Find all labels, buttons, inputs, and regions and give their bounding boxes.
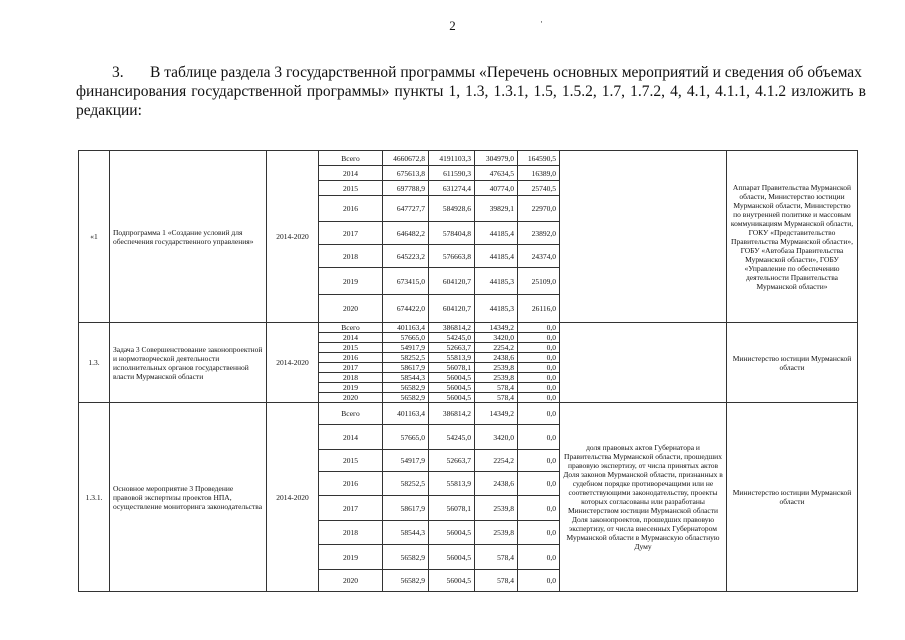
total-cell: 4660672,8	[383, 151, 429, 166]
federal-cell: 44185,3	[475, 295, 518, 323]
federal-cell: 44185,3	[475, 268, 518, 295]
period-cell: 2014-2020	[267, 323, 319, 403]
year-cell: 2014	[319, 166, 383, 181]
other-cell: 0,0	[518, 450, 560, 472]
executor-cell: Аппарат Правительства Мурманской области, Министерство юстиции Мурманской области, Министерство по внутренней политике и массовым коммуникациям Мурманской области, ГОКУ «Представительство Правительства Мурманской области», ГОБУ «Автобаза Правительства Мурманской области», ГОБУ «Управление по обеспечению деятельности Правительства Мурманской области»	[727, 151, 858, 323]
other-cell: 0,0	[518, 373, 560, 383]
federal-cell: 3420,0	[475, 333, 518, 343]
total-cell: 58617,9	[383, 496, 429, 521]
item-number: 3.	[112, 64, 124, 81]
other-cell: 24374,0	[518, 245, 560, 268]
measure-name-cell: Задача 3 Совершенствование законопроектной и нормотворческой деятельности исполнительных органов государственной власти Мурманской области	[110, 323, 267, 403]
other-cell: 0,0	[518, 353, 560, 363]
measure-name-cell: Основное мероприятие 3 Проведение правовой экспертизы проектов НПА, осуществление мониторинга законодательства	[110, 403, 267, 592]
federal-cell: 3420,0	[475, 425, 518, 450]
total-cell: 57665,0	[383, 333, 429, 343]
scan-dot: ·	[540, 17, 543, 27]
federal-cell: 578,4	[475, 393, 518, 403]
indicator-cell	[560, 151, 727, 323]
year-cell: Всего	[319, 403, 383, 425]
other-cell: 0,0	[518, 343, 560, 353]
regional-cell: 386814,2	[429, 323, 475, 333]
regional-cell: 52663,7	[429, 450, 475, 472]
indicator-cell: доля правовых актов Губернатора и Правительства Мурманской области, прошедших правовую экспертизу, от числа принятых актов Доля законов Мурманской области, признанных в судебном порядке противоречащими или не соответствующими законодательству, проекты которых согласованы или разработаны Министерством юстиции Мурманской области Доля законопроектов, прошедших правовую экспертизу, от числа внесенных Губернатором Мурманской области в Мурманскую областную Думу	[560, 403, 727, 592]
year-cell: 2015	[319, 450, 383, 472]
federal-cell: 578,4	[475, 570, 518, 592]
federal-cell: 40774,0	[475, 181, 518, 196]
intro-paragraph	[76, 63, 866, 120]
total-cell: 57665,0	[383, 425, 429, 450]
regional-cell: 52663,7	[429, 343, 475, 353]
year-cell: 2015	[319, 181, 383, 196]
total-cell: 56582,9	[383, 393, 429, 403]
federal-cell: 2539,8	[475, 363, 518, 373]
federal-cell: 304979,0	[475, 151, 518, 166]
total-cell: 645223,2	[383, 245, 429, 268]
year-cell: 2017	[319, 363, 383, 373]
total-cell: 58617,9	[383, 363, 429, 373]
regional-cell: 55813,9	[429, 472, 475, 496]
other-cell: 164590,5	[518, 151, 560, 166]
other-cell: 0,0	[518, 425, 560, 450]
total-cell: 54917,9	[383, 343, 429, 353]
regional-cell: 578404,8	[429, 222, 475, 245]
other-cell: 0,0	[518, 333, 560, 343]
year-cell: 2018	[319, 373, 383, 383]
federal-cell: 2254,2	[475, 450, 518, 472]
federal-cell: 14349,2	[475, 403, 518, 425]
regional-cell: 386814,2	[429, 403, 475, 425]
other-cell: 0,0	[518, 545, 560, 570]
regional-cell: 55813,9	[429, 353, 475, 363]
year-cell: 2020	[319, 570, 383, 592]
other-cell: 23892,0	[518, 222, 560, 245]
total-cell: 675613,8	[383, 166, 429, 181]
federal-cell: 2539,8	[475, 521, 518, 545]
federal-cell: 44185,4	[475, 245, 518, 268]
regional-cell: 4191103,3	[429, 151, 475, 166]
regional-cell: 56004,5	[429, 545, 475, 570]
total-cell: 401163,4	[383, 403, 429, 425]
total-cell: 673415,0	[383, 268, 429, 295]
year-cell: 2019	[319, 383, 383, 393]
year-cell: 2017	[319, 496, 383, 521]
regional-cell: 56078,1	[429, 363, 475, 373]
other-cell: 22970,0	[518, 196, 560, 222]
executor-cell: Министерство юстиции Мурманской области	[727, 403, 858, 592]
row-number-cell: 1.3.1.	[79, 403, 110, 592]
regional-cell: 56004,5	[429, 521, 475, 545]
other-cell: 0,0	[518, 363, 560, 373]
other-cell: 26116,0	[518, 295, 560, 323]
total-cell: 56582,9	[383, 545, 429, 570]
federal-cell: 44185,4	[475, 222, 518, 245]
federal-cell: 47634,5	[475, 166, 518, 181]
total-cell: 647727,7	[383, 196, 429, 222]
period-cell: 2014-2020	[267, 403, 319, 592]
year-cell: 2016	[319, 196, 383, 222]
table-row	[79, 323, 858, 333]
intro-line-1	[76, 63, 866, 82]
year-cell: 2017	[319, 222, 383, 245]
regional-cell: 584928,6	[429, 196, 475, 222]
other-cell: 0,0	[518, 570, 560, 592]
regional-cell: 54245,0	[429, 333, 475, 343]
total-cell: 56582,9	[383, 570, 429, 592]
regional-cell: 54245,0	[429, 425, 475, 450]
total-cell: 697788,9	[383, 181, 429, 196]
other-cell: 0,0	[518, 496, 560, 521]
other-cell: 0,0	[518, 521, 560, 545]
other-cell: 0,0	[518, 403, 560, 425]
year-cell: 2020	[319, 393, 383, 403]
row-number-cell: «1	[79, 151, 110, 323]
year-cell: 2020	[319, 295, 383, 323]
regional-cell: 56004,5	[429, 373, 475, 383]
table-row	[79, 151, 858, 166]
year-cell: 2019	[319, 268, 383, 295]
federal-cell: 2539,8	[475, 373, 518, 383]
page-number: 2	[449, 18, 456, 33]
total-cell: 674422,0	[383, 295, 429, 323]
federal-cell: 2539,8	[475, 496, 518, 521]
year-cell: 2014	[319, 425, 383, 450]
year-cell: 2018	[319, 245, 383, 268]
other-cell: 0,0	[518, 472, 560, 496]
federal-cell: 14349,2	[475, 323, 518, 333]
federal-cell: 578,4	[475, 383, 518, 393]
federal-cell: 2438,6	[475, 472, 518, 496]
year-cell: 2016	[319, 472, 383, 496]
row-number-cell: 1.3.	[79, 323, 110, 403]
regional-cell: 56004,5	[429, 383, 475, 393]
period-cell: 2014-2020	[267, 151, 319, 323]
year-cell: Всего	[319, 323, 383, 333]
year-cell: Всего	[319, 151, 383, 166]
total-cell: 401163,4	[383, 323, 429, 333]
year-cell: 2018	[319, 521, 383, 545]
federal-cell: 578,4	[475, 545, 518, 570]
federal-cell: 2438,6	[475, 353, 518, 363]
table-row	[79, 403, 858, 425]
intro-text-rest: финансирования государственной программы» пункты 1, 1.3, 1.3.1, 1.5, 1.5.2, 1.7, 1.7.2, 4, 4.1, 4.1.1, 4.1.2 изложить в редакции:	[76, 83, 866, 119]
total-cell: 58544,3	[383, 521, 429, 545]
program-table	[78, 150, 858, 592]
total-cell: 646482,2	[383, 222, 429, 245]
regional-cell: 604120,7	[429, 295, 475, 323]
year-cell: 2014	[319, 333, 383, 343]
regional-cell: 56004,5	[429, 393, 475, 403]
regional-cell: 56078,1	[429, 496, 475, 521]
year-cell: 2019	[319, 545, 383, 570]
other-cell: 25740,5	[518, 181, 560, 196]
year-cell: 2015	[319, 343, 383, 353]
total-cell: 58252,5	[383, 353, 429, 363]
table-body	[79, 151, 858, 592]
federal-cell: 39829,1	[475, 196, 518, 222]
executor-cell: Министерство юстиции Мурманской области	[727, 323, 858, 403]
regional-cell: 611590,3	[429, 166, 475, 181]
indicator-cell	[560, 323, 727, 403]
year-cell: 2016	[319, 353, 383, 363]
total-cell: 54917,9	[383, 450, 429, 472]
regional-cell: 631274,4	[429, 181, 475, 196]
measure-name-cell: Подпрограмма 1 «Создание условий для обеспечения государственного управления»	[110, 151, 267, 323]
other-cell: 0,0	[518, 383, 560, 393]
other-cell: 0,0	[518, 393, 560, 403]
total-cell: 56582,9	[383, 383, 429, 393]
other-cell: 25109,0	[518, 268, 560, 295]
total-cell: 58544,3	[383, 373, 429, 383]
other-cell: 0,0	[518, 323, 560, 333]
intro-text-line-1: В таблице раздела 3 государственной программы «Перечень основных мероприятий и сведения об объемах	[150, 64, 862, 81]
regional-cell: 576663,8	[429, 245, 475, 268]
regional-cell: 604120,7	[429, 268, 475, 295]
federal-cell: 2254,2	[475, 343, 518, 353]
regional-cell: 56004,5	[429, 570, 475, 592]
total-cell: 58252,5	[383, 472, 429, 496]
other-cell: 16389,0	[518, 166, 560, 181]
